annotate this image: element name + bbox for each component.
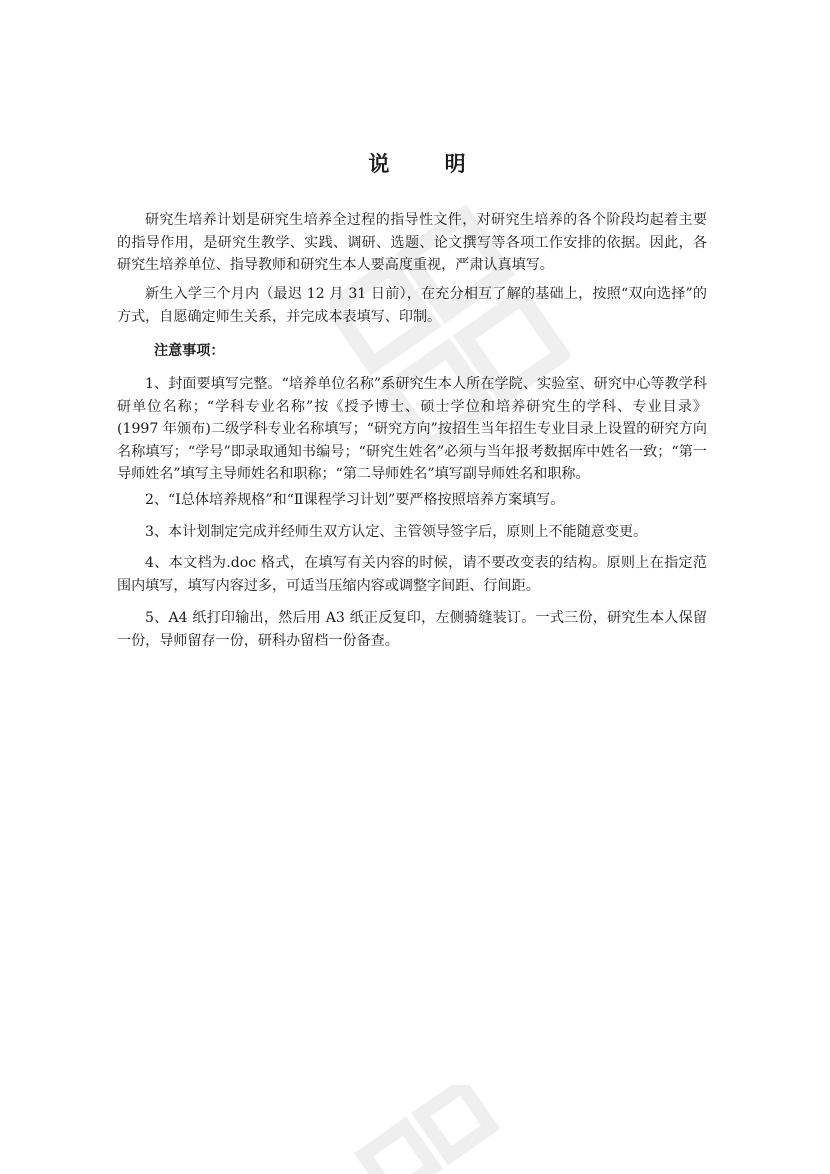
note-item-3: 3、本计划制定完成并经师生双方认定、主管领导签字后，原则上不能随意变更。	[145, 524, 648, 540]
intro-paragraph-1: 研究生培养计划是研究生培养全过程的指导性文件，对研究生培养的各个阶段均起着主要的指导作用，是研究生教学、实践、调研、选题、论文撰写等各项工作安排的依据。因此，各研究生培养单位、指导教师和研究生本人要高度重视，严肃认真填写。	[117, 212, 707, 273]
watermark-logo-bottom	[340, 1085, 520, 1174]
notes-heading: 注意事项：	[154, 343, 225, 359]
note-item-1: 1、封面要填写完整。“培养单位名称”系研究生本人所在学院、实验室、研究中心等教学科研单位名称；“学科专业名称”按《授予博士、硕士学位和培养研究生的学科、专业目录》(1997 年颁布)二级学科专业名称填写；“研究方向”按招生当年招生专业目录上设置的研究方向名称填写；“学号”即录取通知书编号；“研究生姓名”必须与当年报考数据库中姓名一致；“第一导师姓名”填写主导师姓名和职称；“第二导师姓名”填写副导师姓名和职称。	[117, 376, 707, 482]
note-item-5: 5、A4 纸打印输出，然后用 A3 纸正反复印，左侧骑缝装订。一式三份，研究生本人保留一份，导师留存一份，研科办留档一份备查。	[117, 610, 707, 649]
page-title: 说 明	[368, 151, 490, 176]
intro-paragraph-2: 新生入学三个月内（最迟 12 月 31 日前），在充分相互了解的基础上，按照“双向选择”的方式，自愿确定师生关系，并完成本表填写、印制。	[117, 286, 707, 325]
note-item-4: 4、本文档为.doc 格式，在填写有关内容的时候，请不要改变表的结构。原则上在指定范围内填写，填写内容过多，可适当压缩内容或调整字间距、行间距。	[117, 555, 707, 594]
note-item-2: 2、“Ⅰ总体培养规格”和“Ⅱ课程学习计划”要严格按照培养方案填写。	[145, 492, 565, 508]
